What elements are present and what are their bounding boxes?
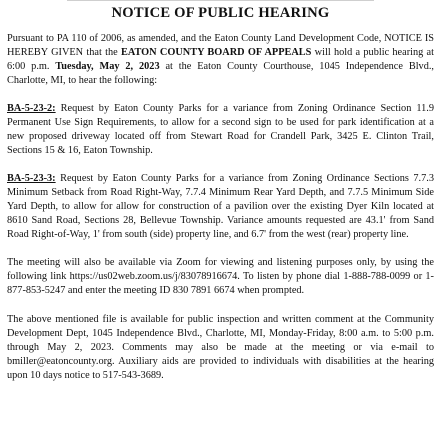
case-id: BA-5-23-2: — [7, 103, 56, 114]
zoom-info-paragraph: The meeting will also be available via Zoom for viewing and listening purposes only, by using the following link https://us02web.zoom.us/j/83078916674. To listen by phone dial 1-888-788-0099 or 1-877-853-5247 and enter the meeting ID 830 7891 6674 when prompted. — [7, 257, 434, 296]
case-description: Request by Eaton County Parks for a variance from Zoning Ordinance Sections 7.7.3 Minimum Setback from Road Right-Way, 7.7.4 Minimum Rear Yard Depth, and 7.7.5 Minimum Side Yard Depth, to allow for allow for construction of a pavilion over the existing Dyer Kiln located at 8610 Sand Road, Sections 28, Bellevue Township. Variance amounts requested are 43.1' from Sand Road Right-of-Way, 1' from south (side) property line, and 6.7' from the west (rear) property line. — [7, 173, 434, 240]
file-inspection-paragraph: The above mentioned file is available for public inspection and written comment at the Community Development Dept, 1045 Independence Blvd., Charlotte, MI, Monday-Friday, 8:00 a.m. to 5:00 p.m. through May 2, 2023. Comments may also be made at the meeting or via e-mail to bmiller@eatoncounty.org. Auxiliary aids are provided to individuals with disabilities at the hearing upon 10 days notice to 517-543-3689. — [7, 314, 434, 381]
hearing-date: Tuesday, May 2, 2023 — [55, 61, 160, 72]
intro-text-1: Pursuant to PA 110 of 2006, as amended, and the Eaton County Land Development Code, NOTICE IS HEREBY GIVEN that the — [7, 33, 434, 58]
intro-paragraph — [7, 32, 434, 88]
board-name: EATON COUNTY BOARD OF APPEALS — [120, 47, 312, 58]
public-hearing-notice — [7, 0, 434, 383]
intro-text-2: will hold a public hearing at 6:00 p.m. — [7, 47, 434, 72]
top-divider — [67, 0, 374, 3]
case-item — [7, 102, 434, 158]
intro-text-3: at the Eaton County Courthouse, 1045 Independence Blvd., Charlotte, MI, to hear the following: — [7, 61, 434, 86]
case-item — [7, 172, 434, 242]
case-description: Request by Eaton County Parks for a variance from Zoning Ordinance Section 11.9 Permanent Use Sign Requirements, to allow for a second sign to be used for park identification at a new proposed driveway located off from Stewart Road for Crandell Park, 3425 E. Clinton Trail, Sections 15 & 16, Eaton Township. — [7, 103, 434, 156]
notice-title: NOTICE OF PUBLIC HEARING — [111, 5, 330, 21]
case-id: BA-5-23-3: — [7, 173, 56, 184]
